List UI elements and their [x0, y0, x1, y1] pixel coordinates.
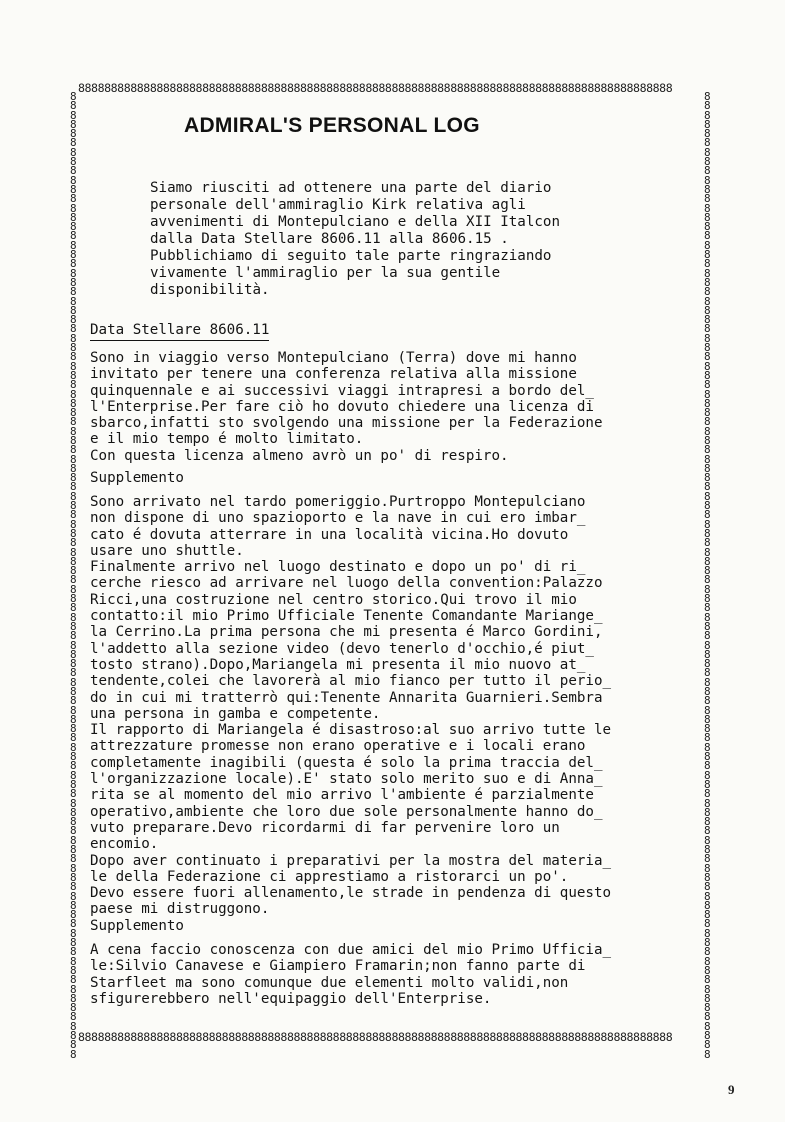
log-entry-3: A cena faccio conoscenza con due amici del mio Primo Ufficia_ le:Silvio Canavese e Giampiero Framarin;non fanno parte di Starfleet ma sono comunque due elementi molto validi,non sfigurerebbero nell'equipaggio dell'Enterprise. [90, 942, 612, 1007]
intro-paragraph: Siamo riusciti ad ottenere una parte del diario personale dell'ammiraglio Kirk relativa agli avvenimenti di Montepulciano e della XII Italcon dalla Data Stellare 8606.11 alla 8606.15 . Pubblichiamo di seguito tale parte ringraziando vivamente l'ammiraglio per la sua gentile disponibilità. [150, 180, 560, 298]
page-title: ADMIRAL'S PERSONAL LOG [184, 114, 480, 137]
supplement-heading-1: Supplemento [90, 470, 184, 486]
frame-left-border: 88888888888888888888888888888888888888888888888888888888888888888888888888888888888888888888888888888888 [70, 90, 77, 1061]
frame-top-border: 8888888888888888888888888888888888888888888888888888888888888888888888888888888888888888888 [78, 81, 673, 95]
page-number: 9 [728, 1082, 735, 1097]
log-entry-1: Sono in viaggio verso Montepulciano (Terra) dove mi hanno invitato per tenere una conferenza relativa alla missione quinquennale e ai successivi viaggi intrapresi a bordo del_ l'Enterprise.Per fare ciò ho dovuto chiedere una licenza di sbarco,infatti sto svolgendo una missione per la Federazione e il mio tempo é molto limitato. Con questa licenza almeno avrò un po' di respiro. [90, 350, 603, 464]
stardate-heading: Data Stellare 8606.11 [90, 322, 269, 341]
frame-bottom-border: 8888888888888888888888888888888888888888888888888888888888888888888888888888888888888888888 [78, 1030, 673, 1044]
log-entry-2: Sono arrivato nel tardo pomeriggio.Purtroppo Montepulciano non dispone di uno spazioporto e la nave in cui ero imbar_ cato é dovuta atterrare in una località vicina.Ho dovuto usare uno shuttle. Finalmente arrivo nel luogo destinato e dopo un po' di ri_ cerche riesco ad arrivare nel luogo della convention:Palazzo Ricci,una costruzione nel centro storico.Qui trovo il mio contatto:il mio Primo Ufficiale Tenente Comandante Mariange_ la Cerrino.La prima persona che mi presenta é Marco Gordini, l'addetto alla sezione video (devo tenerlo d'occhio,é piut_ tosto strano).Dopo,Mariangela mi presenta il mio nuovo at_ tendente,colei che lavorerà al mio fianco per tutto il perio_ do in cui mi tratterrò qui:Tenente Annarita Guarnieri.Sembra una persona in gamba e competente. Il rapporto di Mariangela é disastroso:al suo arrivo tutte le attrezzature promesse non erano operative e i locali erano completamente inagibili (questa é solo la prima traccia del_ l'organizzazione locale).E' stato solo merito suo e di Anna_ rita se al momento del mio arrivo l'ambiente é parzialmente operativo,ambiente che loro due sole personalmente hanno do_ vuto preparare.Devo ricordarmi di far pervenire loro un encomio. Dopo aver continuato i preparativi per la mostra del materia_ le della Federazione ci apprestiamo a ristorarci un po'. Devo essere fuori allenamento,le strade in pendenza di questo paese mi distruggono. [90, 494, 612, 918]
supplement-heading-2: Supplemento [90, 918, 184, 934]
frame-right-border: 88888888888888888888888888888888888888888888888888888888888888888888888888888888888888888888888888888888 [704, 90, 711, 1061]
